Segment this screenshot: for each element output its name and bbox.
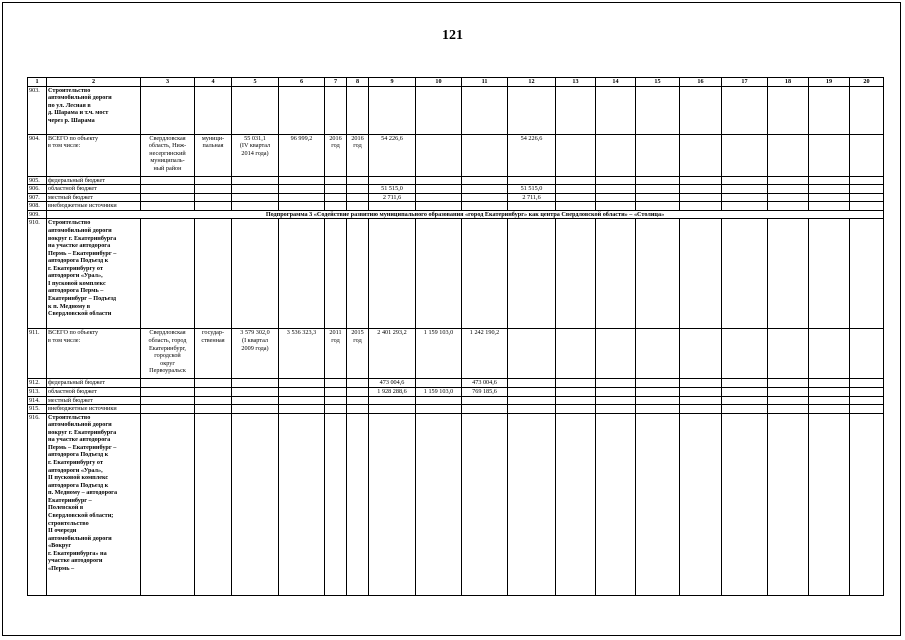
table-cell: 51 515,0 (369, 185, 416, 194)
table-cell (556, 86, 596, 134)
column-header: 7 (325, 78, 347, 87)
table-cell (279, 413, 325, 595)
table-cell (556, 396, 596, 405)
table-cell (508, 329, 556, 379)
table-cell (850, 134, 884, 176)
table-row (28, 202, 884, 211)
table-cell (768, 413, 809, 595)
table-cell (141, 193, 195, 202)
table-cell: 2015 год (347, 329, 369, 379)
table-cell (325, 219, 347, 329)
table-cell (722, 185, 768, 194)
table-cell (636, 176, 680, 185)
table-cell (195, 86, 232, 134)
table-cell (462, 396, 508, 405)
table-cell: 2 711,6 (369, 193, 416, 202)
table-cell (141, 185, 195, 194)
subprogram-title: Подпрограмма 3 «Содействие развитию муниципального образования «город Екатеринбург» как центра Свердловской области» – «Столица» (47, 210, 884, 219)
table-cell (768, 202, 809, 211)
budget-table (27, 77, 884, 596)
table-row (28, 219, 884, 329)
page-number: 121 (442, 28, 463, 43)
table-cell (416, 413, 462, 595)
table-cell (347, 219, 369, 329)
table-cell (809, 134, 850, 176)
table-cell: 2 401 293,2 (369, 329, 416, 379)
table-cell (636, 413, 680, 595)
table-cell (416, 202, 462, 211)
table-cell (369, 396, 416, 405)
table-cell (680, 185, 722, 194)
row-number: 908. (28, 202, 47, 211)
table-cell (279, 379, 325, 388)
table-row (28, 329, 884, 379)
subprogram-row (28, 210, 884, 219)
table-row (28, 379, 884, 388)
table-cell (850, 405, 884, 414)
table-cell (596, 396, 636, 405)
table-cell: 2016 год (347, 134, 369, 176)
table-cell (850, 202, 884, 211)
table-cell (636, 134, 680, 176)
table-cell (347, 193, 369, 202)
table-cell (232, 202, 279, 211)
table-cell (850, 219, 884, 329)
table-cell (462, 202, 508, 211)
table-cell (141, 379, 195, 388)
table-cell (722, 396, 768, 405)
table-row (28, 396, 884, 405)
table-cell (850, 86, 884, 134)
row-number: 903. (28, 86, 47, 134)
table-cell (195, 202, 232, 211)
table-cell (680, 387, 722, 396)
table-cell (596, 405, 636, 414)
table-cell (232, 379, 279, 388)
table-cell (325, 193, 347, 202)
table-cell (416, 405, 462, 414)
table-cell: Свердловская область, город Екатеринбург, городской округ Первоуральск (141, 329, 195, 379)
table-cell (636, 86, 680, 134)
table-cell (680, 86, 722, 134)
row-number: 906. (28, 185, 47, 194)
row-number: 916. (28, 413, 47, 595)
table-cell (141, 86, 195, 134)
table-cell: 1 928 288,6 (369, 387, 416, 396)
table-cell (722, 134, 768, 176)
table-cell: муници- пальная (195, 134, 232, 176)
row-label: внебюджетные источники (47, 405, 141, 414)
row-number: 912. (28, 379, 47, 388)
table-cell (850, 413, 884, 595)
table-cell (768, 219, 809, 329)
column-header: 20 (850, 78, 884, 87)
table-cell (680, 193, 722, 202)
table-cell (680, 405, 722, 414)
row-label: Строительство автомобильной дороги вокруг г. Екатеринбурга на участке автодорога Пермь – Екатеринбург – автодорога Подъезд к г. Екатеринбургу от автодороги «Урал», II пусковой комплекс автодорога Подъезд к п. Медному – автодорога Екатеринбург – Полевской в Свердловской области; строительство II очереди автомобильной дороги «Вокруг г. Екатеринбурга» на участке автодороги «Пермь – (47, 413, 141, 595)
table-cell (232, 176, 279, 185)
table-cell (596, 379, 636, 388)
row-number: 910. (28, 219, 47, 329)
table-cell (809, 396, 850, 405)
table-cell (596, 387, 636, 396)
table-cell (850, 176, 884, 185)
table-cell (722, 202, 768, 211)
table-cell: 2011 год (325, 329, 347, 379)
table-cell (279, 185, 325, 194)
table-cell (508, 405, 556, 414)
table-row (28, 134, 884, 176)
table-cell (850, 379, 884, 388)
table-cell (722, 329, 768, 379)
table-cell (195, 405, 232, 414)
table-row (28, 193, 884, 202)
table-cell: 1 242 190,2 (462, 329, 508, 379)
table-cell (462, 134, 508, 176)
table-cell (636, 219, 680, 329)
table-cell (768, 387, 809, 396)
row-label: областной бюджет (47, 185, 141, 194)
column-header-row (28, 78, 884, 87)
table-cell: Свердловская область, Ниж- несергинский муниципаль- ный район (141, 134, 195, 176)
table-cell (369, 219, 416, 329)
table-row (28, 387, 884, 396)
table-cell (636, 185, 680, 194)
table-cell: 51 515,0 (508, 185, 556, 194)
table-cell (768, 329, 809, 379)
row-label: федеральный бюджет (47, 176, 141, 185)
table-cell (556, 387, 596, 396)
row-number: 911. (28, 329, 47, 379)
column-header: 13 (556, 78, 596, 87)
table-cell (195, 193, 232, 202)
table-cell (508, 202, 556, 211)
table-cell (596, 219, 636, 329)
table-cell (416, 185, 462, 194)
table-cell (279, 202, 325, 211)
table-cell (325, 413, 347, 595)
table-cell (556, 202, 596, 211)
table-cell (556, 413, 596, 595)
table-cell (416, 134, 462, 176)
table-cell (232, 86, 279, 134)
table-cell (556, 405, 596, 414)
column-header: 12 (508, 78, 556, 87)
table-cell (325, 379, 347, 388)
table-cell (232, 185, 279, 194)
table-cell (809, 193, 850, 202)
table-cell (850, 396, 884, 405)
table-cell (508, 413, 556, 595)
table-cell (680, 176, 722, 185)
table-cell (680, 134, 722, 176)
table-cell (369, 202, 416, 211)
row-label: федеральный бюджет (47, 379, 141, 388)
column-header: 9 (369, 78, 416, 87)
column-header: 10 (416, 78, 462, 87)
table-cell: 769 185,6 (462, 387, 508, 396)
table-cell (556, 185, 596, 194)
row-number: 914. (28, 396, 47, 405)
table-cell (462, 405, 508, 414)
table-cell (596, 134, 636, 176)
table-cell (636, 396, 680, 405)
table-cell (508, 86, 556, 134)
table-row (28, 413, 884, 595)
table-cell (850, 185, 884, 194)
table-cell (809, 329, 850, 379)
table-cell (195, 413, 232, 595)
row-label: местный бюджет (47, 396, 141, 405)
table-cell (369, 405, 416, 414)
table-cell (508, 396, 556, 405)
table-cell: 3 536 323,3 (279, 329, 325, 379)
table-cell (347, 413, 369, 595)
table-cell (850, 329, 884, 379)
table-cell (195, 387, 232, 396)
table-cell (809, 176, 850, 185)
table-cell (141, 396, 195, 405)
table-cell (680, 219, 722, 329)
table-cell (809, 219, 850, 329)
table-cell (347, 396, 369, 405)
table-cell (232, 219, 279, 329)
table-cell (768, 185, 809, 194)
column-header: 17 (722, 78, 768, 87)
table-cell: государ- ственная (195, 329, 232, 379)
table-cell (768, 396, 809, 405)
table-cell (680, 202, 722, 211)
table-row (28, 185, 884, 194)
column-header: 4 (195, 78, 232, 87)
table-cell (722, 387, 768, 396)
table-cell (279, 387, 325, 396)
table-cell (809, 405, 850, 414)
table-cell (809, 387, 850, 396)
table-cell (462, 219, 508, 329)
table-cell (768, 134, 809, 176)
table-cell (141, 176, 195, 185)
column-header: 15 (636, 78, 680, 87)
table-cell (325, 185, 347, 194)
table-cell (556, 219, 596, 329)
table-cell (768, 176, 809, 185)
table-cell (722, 176, 768, 185)
table-cell (232, 193, 279, 202)
row-label: ВСЕГО по объекту в том числе: (47, 134, 141, 176)
table-cell: 473 004,6 (369, 379, 416, 388)
table-cell (722, 379, 768, 388)
table-cell (232, 405, 279, 414)
table-cell (809, 379, 850, 388)
table-cell (596, 413, 636, 595)
table-cell (416, 86, 462, 134)
table-cell (722, 193, 768, 202)
table-cell (141, 405, 195, 414)
table-cell (325, 396, 347, 405)
table-cell (768, 193, 809, 202)
table-cell (508, 379, 556, 388)
table-cell (809, 413, 850, 595)
table-cell (596, 185, 636, 194)
table-cell: 473 004,6 (462, 379, 508, 388)
table-cell (636, 329, 680, 379)
table-cell (680, 329, 722, 379)
table-cell (556, 379, 596, 388)
table-cell (347, 405, 369, 414)
table-cell (636, 387, 680, 396)
table-cell (279, 86, 325, 134)
row-number: 905. (28, 176, 47, 185)
table-cell (369, 176, 416, 185)
table-cell (768, 86, 809, 134)
table-cell (195, 219, 232, 329)
column-header: 16 (680, 78, 722, 87)
table-cell (279, 193, 325, 202)
table-cell (768, 379, 809, 388)
table-cell (195, 379, 232, 388)
column-header: 3 (141, 78, 195, 87)
row-label: ВСЕГО по объекту в том числе: (47, 329, 141, 379)
table-cell (596, 193, 636, 202)
row-label: местный бюджет (47, 193, 141, 202)
row-label: внебюджетные источники (47, 202, 141, 211)
table-cell: 96 999,2 (279, 134, 325, 176)
table-cell (416, 379, 462, 388)
table-cell: 2 711,6 (508, 193, 556, 202)
table-cell (462, 413, 508, 595)
table-cell (462, 185, 508, 194)
table-cell (556, 329, 596, 379)
table-cell (556, 134, 596, 176)
table-cell (369, 413, 416, 595)
table-cell (347, 86, 369, 134)
table-cell (850, 387, 884, 396)
table-cell (722, 219, 768, 329)
table-cell (416, 219, 462, 329)
table-cell (141, 413, 195, 595)
table-cell (279, 396, 325, 405)
table-cell (809, 202, 850, 211)
table-cell (195, 185, 232, 194)
column-header: 5 (232, 78, 279, 87)
table-cell (369, 86, 416, 134)
row-label: областной бюджет (47, 387, 141, 396)
row-number: 913. (28, 387, 47, 396)
table-cell (636, 405, 680, 414)
table-cell (680, 413, 722, 595)
table-cell (556, 176, 596, 185)
row-number: 915. (28, 405, 47, 414)
table-row (28, 176, 884, 185)
table-cell (636, 193, 680, 202)
table-cell (232, 413, 279, 595)
table-cell: 55 031,1 (IV квартал 2014 года) (232, 134, 279, 176)
row-number: 907. (28, 193, 47, 202)
column-header: 1 (28, 78, 47, 87)
table-cell (722, 86, 768, 134)
table-cell (325, 405, 347, 414)
column-header: 11 (462, 78, 508, 87)
table-cell (325, 176, 347, 185)
table-cell (680, 396, 722, 405)
table-cell (141, 202, 195, 211)
table-cell (141, 387, 195, 396)
table-cell (232, 387, 279, 396)
column-header: 19 (809, 78, 850, 87)
table-cell (325, 202, 347, 211)
table-cell (347, 176, 369, 185)
table-cell: 54 226,6 (508, 134, 556, 176)
table-cell (279, 405, 325, 414)
table-cell (347, 185, 369, 194)
table-cell (195, 396, 232, 405)
table-cell (325, 86, 347, 134)
table-cell: 3 579 302,0 (I квартал 2009 года) (232, 329, 279, 379)
table-cell (141, 219, 195, 329)
table-cell (462, 86, 508, 134)
table-cell (768, 405, 809, 414)
table-cell (636, 379, 680, 388)
table-cell (508, 176, 556, 185)
table-cell (195, 176, 232, 185)
table-cell (556, 193, 596, 202)
table-cell (508, 219, 556, 329)
table-cell (347, 202, 369, 211)
table-cell: 1 159 103,0 (416, 387, 462, 396)
row-label: Строительство автомобильной дороги по ул. Лесная в д. Шарама и т.ч. мост через р. Шарама (47, 86, 141, 134)
table-cell (680, 379, 722, 388)
column-header: 2 (47, 78, 141, 87)
column-header: 18 (768, 78, 809, 87)
table-cell (850, 193, 884, 202)
table-cell (462, 193, 508, 202)
table-cell: 2016 год (325, 134, 347, 176)
table-cell (596, 176, 636, 185)
table-cell (416, 396, 462, 405)
table-cell (809, 86, 850, 134)
table-cell (596, 86, 636, 134)
table-cell (722, 405, 768, 414)
table-cell (416, 193, 462, 202)
table-cell (325, 387, 347, 396)
column-header: 14 (596, 78, 636, 87)
table-cell (347, 379, 369, 388)
table-row (28, 86, 884, 134)
table-cell (416, 176, 462, 185)
table-row (28, 405, 884, 414)
row-label: Строительство автомобильной дороги вокруг г. Екатеринбурга на участке автодорога Пермь – Екатеринбург – автодорога Подъезд к г. Екатеринбургу от автодороги «Урал», I пусковой комплекс автодорога Пермь – Екатеринбург – Подъезд к п. Медному в Свердловской области (47, 219, 141, 329)
table-cell (232, 396, 279, 405)
row-number: 909. (28, 210, 47, 219)
table-cell (279, 219, 325, 329)
table-cell (508, 387, 556, 396)
row-number: 904. (28, 134, 47, 176)
table-cell (347, 387, 369, 396)
table-cell: 1 159 103,0 (416, 329, 462, 379)
table-cell (462, 176, 508, 185)
table-cell (596, 202, 636, 211)
table-cell (636, 202, 680, 211)
table-cell (809, 185, 850, 194)
table-cell (722, 413, 768, 595)
table-cell (596, 329, 636, 379)
table-cell: 54 226,6 (369, 134, 416, 176)
table-cell (279, 176, 325, 185)
column-header: 6 (279, 78, 325, 87)
column-header: 8 (347, 78, 369, 87)
